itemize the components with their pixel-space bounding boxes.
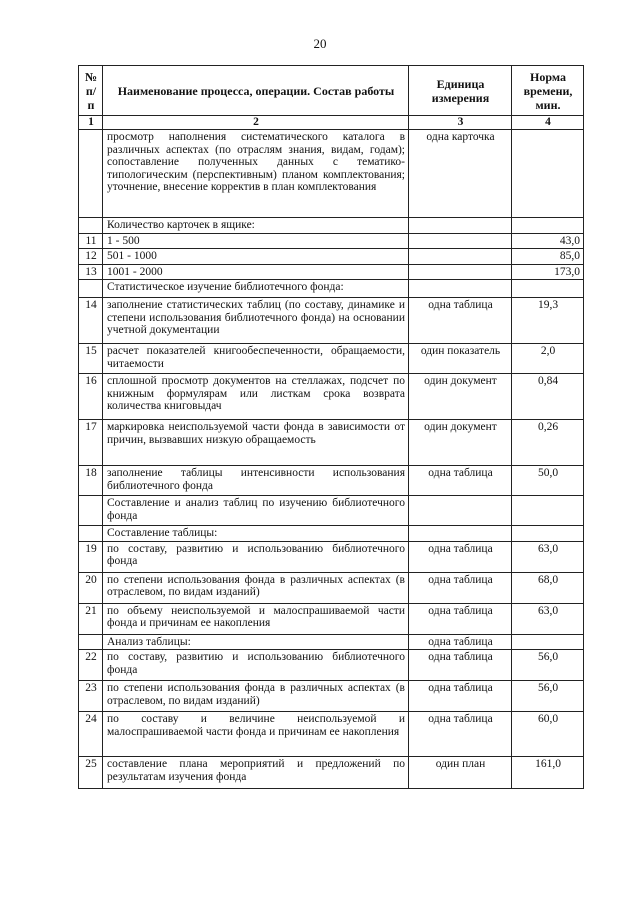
table-row bbox=[79, 218, 584, 234]
table-row bbox=[79, 420, 584, 466]
row-unit: одна таблица bbox=[409, 681, 512, 712]
table-row bbox=[79, 712, 584, 757]
row-description: 1001 - 2000 bbox=[103, 264, 409, 280]
row-number: 25 bbox=[79, 757, 103, 789]
row-number: 15 bbox=[79, 344, 103, 374]
row-time-norm bbox=[512, 526, 584, 542]
table-row bbox=[79, 634, 584, 650]
table-row bbox=[79, 280, 584, 298]
table-row bbox=[79, 264, 584, 280]
column-index: 2 bbox=[103, 116, 409, 130]
table-row bbox=[79, 541, 584, 572]
table-row bbox=[79, 650, 584, 681]
header-time: Норма времени, мин. bbox=[512, 66, 584, 116]
row-time-norm: 173,0 bbox=[512, 264, 584, 280]
row-description: по степени использования фонда в различных аспектах (в отраслевом, по видам изданий) bbox=[103, 572, 409, 603]
table-row bbox=[79, 572, 584, 603]
row-time-norm: 60,0 bbox=[512, 712, 584, 757]
table-row bbox=[79, 757, 584, 789]
row-description: Анализ таблицы: bbox=[103, 634, 409, 650]
row-time-norm bbox=[512, 280, 584, 298]
row-description: по составу, развитию и использованию библиотечного фонда bbox=[103, 650, 409, 681]
row-unit bbox=[409, 218, 512, 234]
header-num: № п/п bbox=[79, 66, 103, 116]
row-unit: одна таблица bbox=[409, 466, 512, 496]
row-time-norm: 50,0 bbox=[512, 466, 584, 496]
row-unit bbox=[409, 264, 512, 280]
table-row bbox=[79, 603, 584, 634]
row-unit bbox=[409, 280, 512, 298]
table-row bbox=[79, 466, 584, 496]
row-description: 501 - 1000 bbox=[103, 249, 409, 265]
row-number bbox=[79, 634, 103, 650]
row-number bbox=[79, 130, 103, 218]
header-row bbox=[79, 66, 584, 116]
row-time-norm: 2,0 bbox=[512, 344, 584, 374]
row-number: 21 bbox=[79, 603, 103, 634]
row-description: 1 - 500 bbox=[103, 233, 409, 249]
row-number: 14 bbox=[79, 298, 103, 344]
column-index-row bbox=[79, 116, 584, 130]
page-number: 20 bbox=[313, 36, 327, 51]
table-row bbox=[79, 249, 584, 265]
row-description: Составление и анализ таблиц по изучению библиотечного фонда bbox=[103, 496, 409, 526]
norms-table bbox=[78, 65, 584, 789]
row-number: 12 bbox=[79, 249, 103, 265]
row-unit: одна таблица bbox=[409, 298, 512, 344]
header-name: Наименование процесса, операции. Состав работы bbox=[103, 66, 409, 116]
row-number: 18 bbox=[79, 466, 103, 496]
row-time-norm: 19,3 bbox=[512, 298, 584, 344]
row-number: 19 bbox=[79, 541, 103, 572]
row-unit: одна таблица bbox=[409, 603, 512, 634]
row-time-norm bbox=[512, 130, 584, 218]
row-unit: один план bbox=[409, 757, 512, 789]
row-number: 23 bbox=[79, 681, 103, 712]
row-description: сплошной просмотр документов на стеллажах, подсчет по книжным формулярам или листкам срока возврата количества книговыдач bbox=[103, 374, 409, 420]
row-time-norm bbox=[512, 218, 584, 234]
row-description: Составление таблицы: bbox=[103, 526, 409, 542]
row-number bbox=[79, 496, 103, 526]
row-description: составление плана мероприятий и предложений по результатам изучения фонда bbox=[103, 757, 409, 789]
row-description: по составу, развитию и использованию библиотечного фонда bbox=[103, 541, 409, 572]
row-description: Статистическое изучение библиотечного фонда: bbox=[103, 280, 409, 298]
row-time-norm bbox=[512, 634, 584, 650]
row-time-norm: 63,0 bbox=[512, 541, 584, 572]
table-row bbox=[79, 130, 584, 218]
row-description: маркировка неиспользуемой части фонда в зависимости от причин, вызвавших низкую обращаемость bbox=[103, 420, 409, 466]
row-number: 16 bbox=[79, 374, 103, 420]
row-time-norm bbox=[512, 496, 584, 526]
header-unit: Единица измерения bbox=[409, 66, 512, 116]
row-time-norm: 68,0 bbox=[512, 572, 584, 603]
row-unit: один документ bbox=[409, 374, 512, 420]
row-unit bbox=[409, 526, 512, 542]
row-description: по степени использования фонда в различных аспектах (в отраслевом, по видам изданий) bbox=[103, 681, 409, 712]
table-row bbox=[79, 526, 584, 542]
row-time-norm: 85,0 bbox=[512, 249, 584, 265]
table-row bbox=[79, 681, 584, 712]
row-description: заполнение таблицы интенсивности использования библиотечного фонда bbox=[103, 466, 409, 496]
row-time-norm: 0,26 bbox=[512, 420, 584, 466]
column-index: 3 bbox=[409, 116, 512, 130]
column-index: 1 bbox=[79, 116, 103, 130]
row-description: Количество карточек в ящике: bbox=[103, 218, 409, 234]
row-number: 22 bbox=[79, 650, 103, 681]
row-unit: одна карточка bbox=[409, 130, 512, 218]
column-index: 4 bbox=[512, 116, 584, 130]
row-time-norm: 56,0 bbox=[512, 681, 584, 712]
row-number bbox=[79, 526, 103, 542]
row-unit: один показатель bbox=[409, 344, 512, 374]
row-unit: одна таблица bbox=[409, 541, 512, 572]
row-unit: одна таблица bbox=[409, 650, 512, 681]
row-time-norm: 0,84 bbox=[512, 374, 584, 420]
row-description: просмотр наполнения систематического каталога в различных аспектах (по отраслям знания, видам, годам); сопоставление полученных данных с тематико-типологическим (перспективным) планом комплектования; уточнение, внесение корректив в план комплектования bbox=[103, 130, 409, 218]
row-unit: один документ bbox=[409, 420, 512, 466]
row-unit: одна таблица bbox=[409, 712, 512, 757]
row-number: 13 bbox=[79, 264, 103, 280]
row-unit bbox=[409, 233, 512, 249]
row-description: по составу и величине неиспользуемой и малоспрашиваемой части фонда и причинам ее накопления bbox=[103, 712, 409, 757]
row-time-norm: 161,0 bbox=[512, 757, 584, 789]
row-unit: одна таблица bbox=[409, 634, 512, 650]
row-time-norm: 43,0 bbox=[512, 233, 584, 249]
row-time-norm: 63,0 bbox=[512, 603, 584, 634]
row-unit bbox=[409, 249, 512, 265]
row-time-norm: 56,0 bbox=[512, 650, 584, 681]
row-number: 11 bbox=[79, 233, 103, 249]
row-number: 17 bbox=[79, 420, 103, 466]
table-row bbox=[79, 233, 584, 249]
row-number: 24 bbox=[79, 712, 103, 757]
row-description: заполнение статистических таблиц (по составу, динамике и степени использования библиотечного фонда) на основании учетной документации bbox=[103, 298, 409, 344]
table-row bbox=[79, 374, 584, 420]
row-number bbox=[79, 280, 103, 298]
row-unit: одна таблица bbox=[409, 572, 512, 603]
table-row bbox=[79, 344, 584, 374]
row-description: по объему неиспользуемой и малоспрашиваемой части фонда и причинам ее накопления bbox=[103, 603, 409, 634]
row-description: расчет показателей книгообеспеченности, обращаемости, читаемости bbox=[103, 344, 409, 374]
row-number bbox=[79, 218, 103, 234]
row-unit bbox=[409, 496, 512, 526]
table-row bbox=[79, 496, 584, 526]
table-row bbox=[79, 298, 584, 344]
row-number: 20 bbox=[79, 572, 103, 603]
